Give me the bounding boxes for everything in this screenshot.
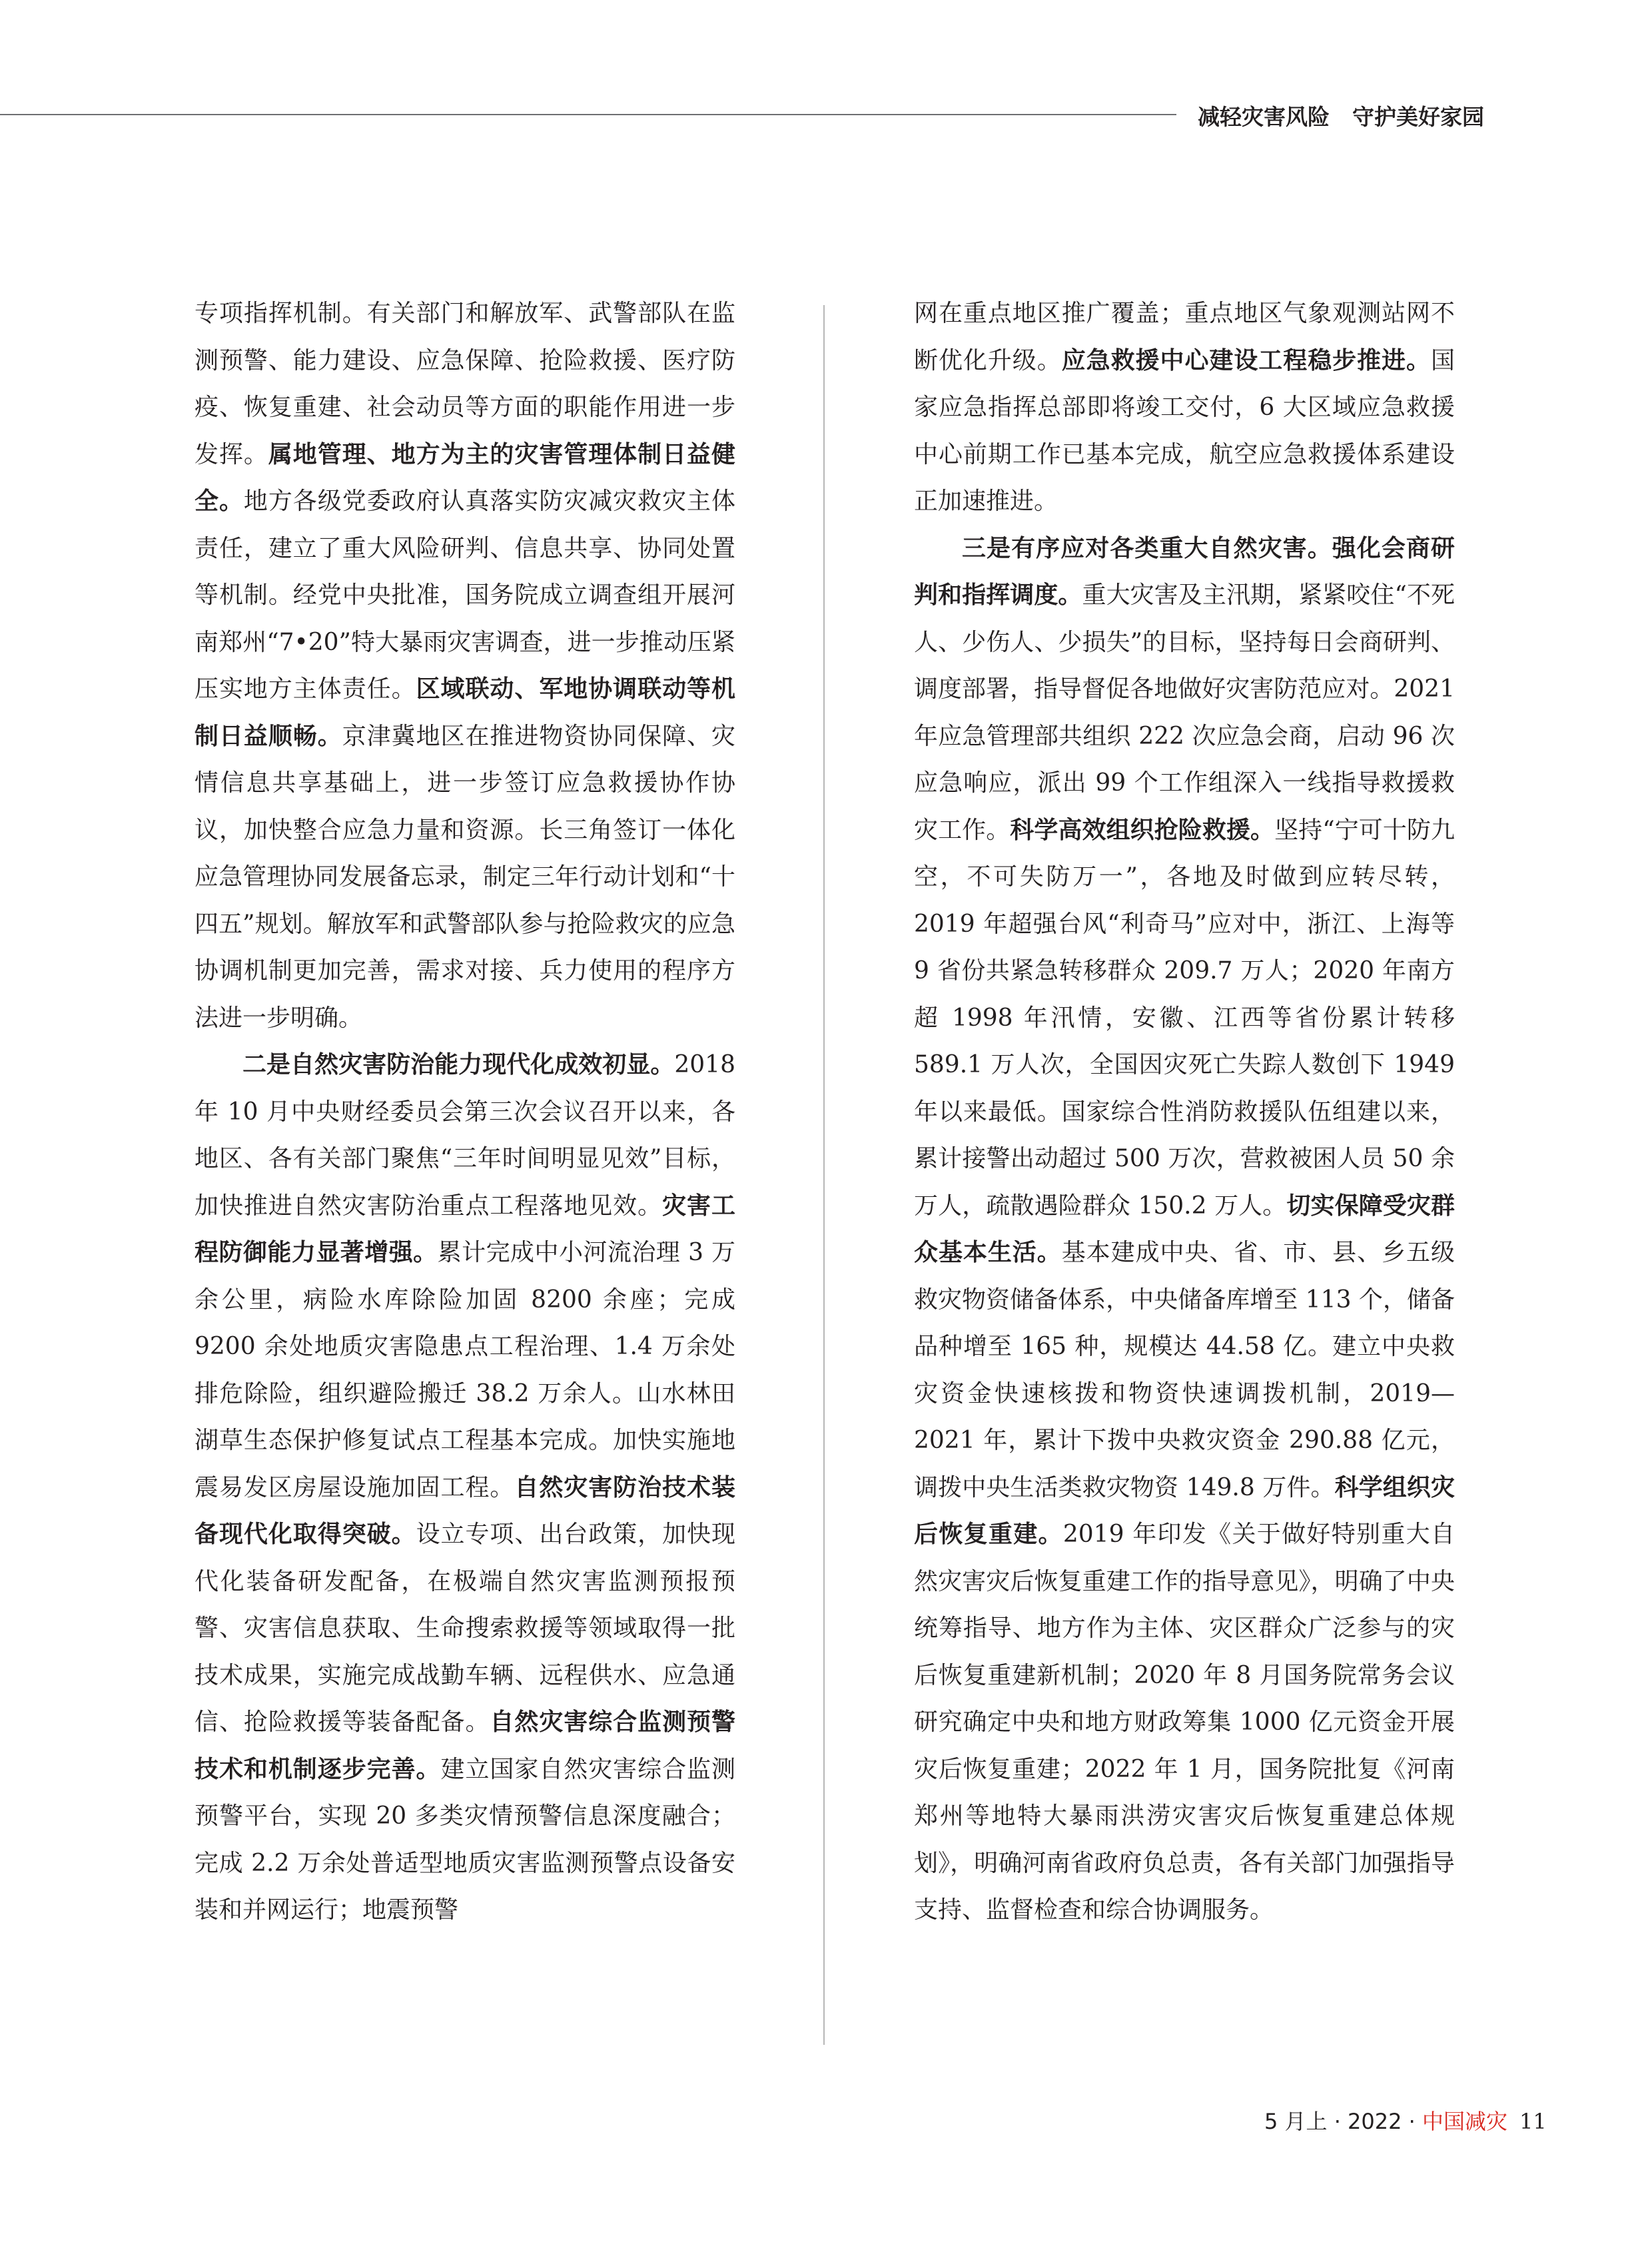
bold-lead: 区域联动、军地协调联动等机制日益顺畅。 <box>195 675 735 750</box>
body-text: 基本建成中央、省、市、县、乡五级救灾物资储备体系，中央储备库增至 113 个，储备品种增至 165 种，规模达 44.58 亿。建立中央救灾资金快速核拨和物资快速调拨机制，2019—2021 年，累计下拨中央救灾资金 290.88 亿元，调拨中央生活类救灾物资 149.8 万件。 <box>914 1239 1455 1501</box>
body-text: 京津冀地区在推进物资协同保障、灾情信息共享基础上，进一步签订应急救援协作协议，加快整合应急力量和资源。长三角签订一体化应急管理协同发展备忘录，制定三年行动计划和“十四五”规划。解放军和武警部队参与抢险救灾的应急协调机制更加完善，需求对接、兵力使用的程序方法进一步明确。 <box>195 722 735 1032</box>
body-text: 设立专项、出台政策，加快现代化装备研发配备，在极端自然灾害监测预报预警、灾害信息获取、生命搜索救援等领域取得一批技术成果，实施完成战勤车辆、远程供水、应急通信、抢险救援等装备配备。 <box>195 1521 735 1736</box>
body-text: 2018 年 10 月中央财经委员会第三次会议召开以来，各地区、各有关部门聚焦“三年时间明显见效”目标，加快推进自然灾害防治重点工程落地见效。 <box>195 1051 735 1220</box>
body-text: 累计完成中小河流治理 3 万余公里，病险水库除险加固 8200 余座；完成 9200 余处地质灾害隐患点工程治理、1.4 万余处排危除险，组织避险搬迁 38.2 万余人。山水林田湖草生态保护修复试点工程基本完成。加快实施地震易发区房屋设施加固工程。 <box>195 1239 735 1501</box>
page-footer <box>1264 2105 1557 2138</box>
body-text: 专项指挥机制。有关部门和解放军、武警部队在监测预警、能力建设、应急保障、抢险救援、医疗防疫、恢复重建、社会动员等方面的职能作用进一步发挥。 <box>195 300 735 468</box>
right-column <box>914 290 1455 1934</box>
body-text: 2019 年印发《关于做好特别重大自然灾害灾后恢复重建工作的指导意见》，明确了中央统筹指导、地方作为主体、灾区群众广泛参与的灾后恢复重建新机制；2020 年 8 月国务院常务会议研究确定中央和地方财政筹集 1000 亿元资金开展灾后恢复重建；2022 年 1 月，国务院批复《河南郑州等地特大暴雨洪涝灾害灾后恢复重建总体规划》，明确河南省政府负总责，各有关部门加强指导支持、监督检查和综合协调服务。 <box>914 1521 1455 1924</box>
left-column <box>195 290 735 1934</box>
column-divider <box>823 305 825 2045</box>
bold-lead: 强化会商研判和指挥调度。 <box>914 534 1455 609</box>
bold-lead: 属地管理、地方为主的灾害管理体制日益健全。 <box>195 440 735 515</box>
header-title-part1: 减轻灾害风险 <box>1198 104 1330 130</box>
footer-magazine-name: 中国减灾 <box>1422 2109 1508 2134</box>
header-title-part2: 守护美好家园 <box>1352 104 1484 130</box>
header-rule <box>0 114 1176 115</box>
bold-lead: 应急救援中心建设工程稳步推进。 <box>1061 346 1431 374</box>
right-paragraph-2 <box>914 526 1455 1934</box>
left-paragraph-1 <box>195 290 735 1042</box>
body-text: 建立国家自然灾害综合监测预警平台，实现 20 多类灾情预警信息深度融合；完成 2.2 万余处普适型地质灾害监测预警点设备安装和并网运行；地震预警 <box>195 1755 735 1924</box>
bold-lead: 科学高效组织抢险救援。 <box>1010 816 1275 844</box>
right-paragraph-1 <box>914 290 1455 526</box>
bold-lead: 自然灾害综合监测预警技术和机制逐步完善。 <box>195 1708 735 1783</box>
running-header <box>1198 97 1517 137</box>
bold-lead: 灾害工程防御能力显著增强。 <box>195 1192 735 1266</box>
body-text: 网在重点地区推广覆盖；重点地区气象观测站网不断优化升级。 <box>914 300 1455 374</box>
body-text: 地方各级党委政府认真落实防灾减灾救灾主体责任，建立了重大风险研判、信息共享、协同处置等机制。经党中央批准，国务院成立调查组开展河南郑州“7•20”特大暴雨灾害调查，进一步推动压紧压实地方主体责任。 <box>195 488 735 703</box>
body-text: 重大灾害及主汛期，紧紧咬住“不死人、少伤人、少损失”的目标，坚持每日会商研判、调度部署，指导督促各地做好灾害防范应对。2021 年应急管理部共组织 222 次应急会商，启动 96 次应急响应，派出 99 个工作组深入一线指导救援救灾工作。 <box>914 581 1455 844</box>
bold-lead: 自然灾害防治技术装备现代化取得突破。 <box>195 1473 735 1548</box>
bold-lead: 切实保障受灾群众基本生活。 <box>914 1192 1455 1266</box>
body-text: 国家应急指挥总部即将竣工交付，6 大区域应急救援中心前期工作已基本完成，航空应急救援体系建设正加速推进。 <box>914 346 1455 515</box>
section-heading: 三是有序应对各类重大自然灾害。 <box>962 534 1332 562</box>
bold-lead: 科学组织灾后恢复重建。 <box>914 1473 1455 1548</box>
body-text: 坚持“宁可十防九空，不可失防万一”，各地及时做到应转尽转，2019 年超强台风“利奇马”应对中，浙江、上海等 9 省份共紧急转移群众 209.7 万人；2020 年南方超 1998 年汛情，安徽、江西等省份累计转移 589.1 万人次，全国因灾死亡失踪人数创下 1949 年以来最低。国家综合性消防救援队伍组建以来，累计接警出动超过 500 万次，营救被困人员 50 余万人，疏散遇险群众 150.2 万人。 <box>914 816 1455 1220</box>
page-number: 11 <box>1519 2109 1547 2134</box>
left-paragraph-2 <box>195 1042 735 1934</box>
footer-issue: 5 月上 · 2022 · <box>1264 2109 1423 2134</box>
section-heading: 二是自然灾害防治能力现代化成效初显。 <box>242 1051 675 1078</box>
